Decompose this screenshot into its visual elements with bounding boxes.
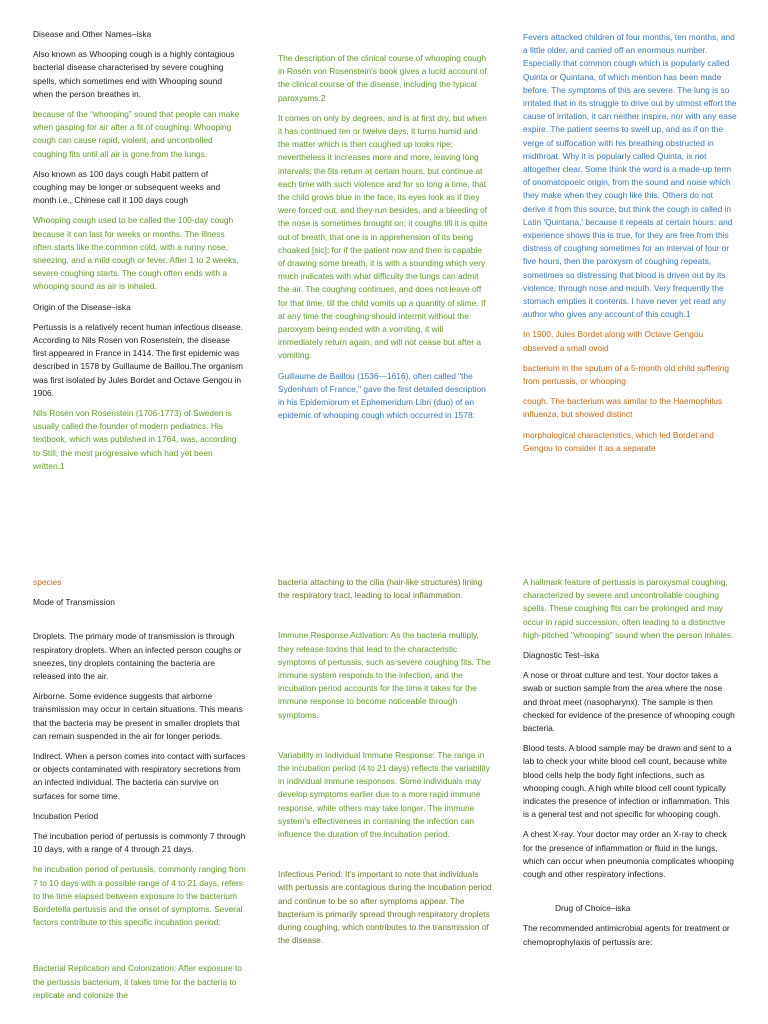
top-column-3 — [523, 31, 737, 462]
quote-paragraph: It comes on only by degrees, and is at first dry, but when it has continued ten or twelve days, it turns humid and the matter which is then coughed up looks ripe; nevertheless it increases more and more, leaving long intervals; the fits return at certain hours, but continue at each time with such violence and for so long a time, that the child grows blue in the face, its eyes look as if they were forced out, and they run besides, and a bleeding of the nose is sometimes brought on; it coughs till it is quite out of breath, that one is in apprehension of its being choaked [sic]; for if the patient now and then is capable of drawing some breath, it is with a sounding which very much indicates with what difficulty the lungs can admit the air. The coughing continues, and does not leave off for that time, till the child vomits up a quantity of slime. If at any time the coughing should intermit without the paroxysm being ended with a vomiting, it will immediately return again, and will not cease but after a vomiting. — [278, 112, 488, 361]
spacer — [278, 848, 492, 868]
paragraph: A nose or throat culture and test. Your doctor takes a swab or suction sample from the area where the nose and throat meet (nasopharynx). The sample is then checked for evidence of the presence of whooping cough bacteria. — [523, 670, 735, 734]
quote-paragraph: Fevers attacked children of four months, ten months, and a little older, and carried off an enormous number. Especially that common cough which is popularly called Quinta or Quintana, of which mention has been made before. The symptoms of this are severe. The lung is so irritated that in its struggle to drive out by utmost effort the cause of irritation, it can neither inspire, nor with any ease expire. The patient seems to swell up, and as if on the verge of suffocation with his breathing obstructed in midthroat. Why it is popularly called Quinta, is not altogether clear. Some think the word is a made-up term of onomatopoeic origin, from the sound and noise which they make when they cough like this. Others do not derive it from this source, but think the cough is called in Latin 'Quintana,' because it repeats at certain hours: and experience shows this is true, for they are free from this distress of coughing sometimes for an interval of four or five hours, then the paroxysm of coughing repeats, sometimes so distressing that blood is driven out by its violence, through nose and mouth. Very frequently the stomach empties it contents. I have never yet read any author who gives any account of this cough.1 — [523, 32, 737, 320]
spacer — [33, 936, 247, 962]
bottom-column-1 — [33, 576, 247, 1009]
paragraph: Also known as 100 days cough Habit pattern of coughing may be longer or subsequent weeks and month i.e., Chinese call it 100 days cough — [33, 168, 221, 206]
paragraph: The incubation period of pertussis is commonly 7 through 10 days, with a range of 4 through 21 days. — [33, 831, 246, 855]
paragraph: Nils Rosén von Rosenstein (1706-1773) of Sweden is usually called the founder of modern pediatrics. His textbook, which was published in 1764, was, according to Still, the most progressive which had yet been written.1 — [33, 408, 237, 471]
paragraph: morphological characteristics, which led Bordet and Gengou to consider it as a separate — [523, 429, 714, 453]
spacer — [278, 729, 492, 749]
paragraph: Indirect. When a person comes into contact with surfaces or objects contaminated with respiratory secretions from an infected individual. The bacteria can survive on surfaces for some time. — [33, 751, 246, 801]
paragraph: Bacterial Replication and Colonization: After exposure to the pertussis bacterium, it takes time for the bacteria to replicate and colonize the — [33, 963, 243, 1000]
paragraph: Also known as Whooping cough is a highly contagious bacterial disease characterised by severe coughing spells, which sometimes end with Whooping sound when the person breathes in. — [33, 49, 235, 99]
paragraph: Droplets. The primary mode of transmission is through respiratory droplets. When an infected person coughs or sneezes, tiny droplets containing the bacteria are released into the air. — [33, 631, 242, 682]
spacer — [523, 888, 737, 902]
section-heading: Drug of Choice–iska — [555, 903, 631, 914]
paragraph: Blood tests. A blood sample may be drawn and sent to a lab to check your white blood cell count, because white blood cells help the body fight infections, such as whooping cough. A high white blood cell count typically indicates the presence of infection or inflammation. This is a general test and not specific for whooping cough. — [523, 743, 732, 820]
spacer — [278, 609, 492, 629]
paragraph: bacterium in the sputum of a 5-month old child suffering from pertussis, or whooping — [523, 362, 730, 387]
paragraph: Infectious Period: It's important to note that individuals with pertussis are contagious during the incubation period and continue to be so after symptoms appear. The bacterium is primarily spread through respiratory droplets during coughing, which contributes to the transmission of the disease. — [278, 869, 492, 946]
paragraph: A hallmark feature of pertussis is paroxysmal coughing, characterized by severe and uncontrollable coughing spells. These coughing fits can be prolonged and may occur in rapid succession, often leading to a distinctive high-pitched "whooping" sound when the person inhales. — [523, 577, 734, 640]
top-column-2 — [278, 52, 490, 429]
paragraph: A chest X-ray. Your doctor may order an X-ray to check for the presence of inflammation or fluid in the lungs, which can occur when pneumonia complicates whooping cough and other respiratory infections. — [523, 829, 734, 880]
bottom-column-2 — [278, 576, 492, 954]
paragraph: Guillaume de Baillou (1536—1616), often called "the Sydenham of France," gave the first detailed description in his Epidemiorum et Ephemeridum Libri (duo) of an epidemic of whooping cough which occurred in 1578: — [278, 370, 486, 421]
section-heading: Diagnostic Test–iska — [523, 650, 600, 661]
section-heading: Disease and Other Names–iska — [33, 29, 152, 39]
paragraph: The recommended antimicrobial agents for treatment or chemoprophylaxis of pertussis are: — [523, 923, 730, 947]
spacer — [33, 616, 247, 630]
paragraph: because of the “whooping” sound that people can make when gasping for air after a fit of coughing. Whooping cough can cause rapid, violent, and uncontrolled coughing fits until all air is gone from the lungs. — [33, 109, 240, 159]
paragraph: Variability in Individual Immune Response: The range in the incubation period (4 to 21 days) reflects the variability in individual immune responses. Some individuals may develop symptoms earlier due to a more rapid immune response, while others may take longer. The immune system's effectiveness in containing the infection can influence the duration of the incubation period. — [278, 749, 490, 840]
paragraph: Whooping cough used to be called the 100-day cough because it can last for weeks or months. The illness often starts like the common cold, with a runny nose, sneezing, and a mild cough or fever. After 1 to 2 weeks, severe coughing starts. The cough often ends with a whooping sound as air is inhaled. — [33, 215, 239, 292]
paragraph: Immune Response Activation: As the bacteria multiply, they release toxins that lead to the characteristic symptoms of pertussis, such as severe coughing fits. The immune system responds to the infection, and the incubation period accounts for the time it takes for the immune response to become noticeable through symptoms. — [278, 630, 491, 720]
top-column-1 — [33, 28, 243, 480]
paragraph: cough. The bacterium was similar to the Haemophilus influenza, but showed distinct — [523, 396, 723, 420]
section-heading: Mode of Transmission — [33, 597, 115, 608]
paragraph: The description of the clinical course of whooping cough in Rosén von Rosenstein's book gives a lucid account of the clinical course of the disease, including the typical paroxysms.2 — [278, 53, 487, 103]
section-heading: Origin of the Disease–iska — [33, 301, 131, 312]
paragraph: Airborne. Some evidence suggests that airborne transmission may occur in certain situations. This means that the bacteria may be present in smaller droplets that can remain suspended in the air for longer periods. — [33, 691, 243, 741]
section-heading: Incubation Period — [33, 810, 99, 821]
bottom-column-3 — [523, 576, 737, 956]
paragraph: he incubation period of pertussis, commonly ranging from 7 to 10 days with a possible range of 4 to 21 days, refers to the time elapsed between exposure to the bacterium Bordetella pertussis and the onset of symptoms. Several factors contribute to this specific incubation period: — [33, 864, 246, 928]
paragraph: Pertussis is a relatively recent human infectious disease. According to Nils Rosen von Rosenstein, the disease first appeared in France in 1414. The first epidemic was described in 1578 by Guillaume de Baillou.The organism was first isolated by Jules Bordet and Octave Gengou in 1906. — [33, 321, 243, 398]
paragraph: In 1900, Jules Bordet along with Octave Gengou observed a small ovoid — [523, 329, 704, 353]
paragraph: species — [33, 577, 62, 587]
paragraph: bacteria attaching to the cilia (hair-like structures) lining the respiratory tract, leading to local inflammation. — [278, 577, 483, 601]
